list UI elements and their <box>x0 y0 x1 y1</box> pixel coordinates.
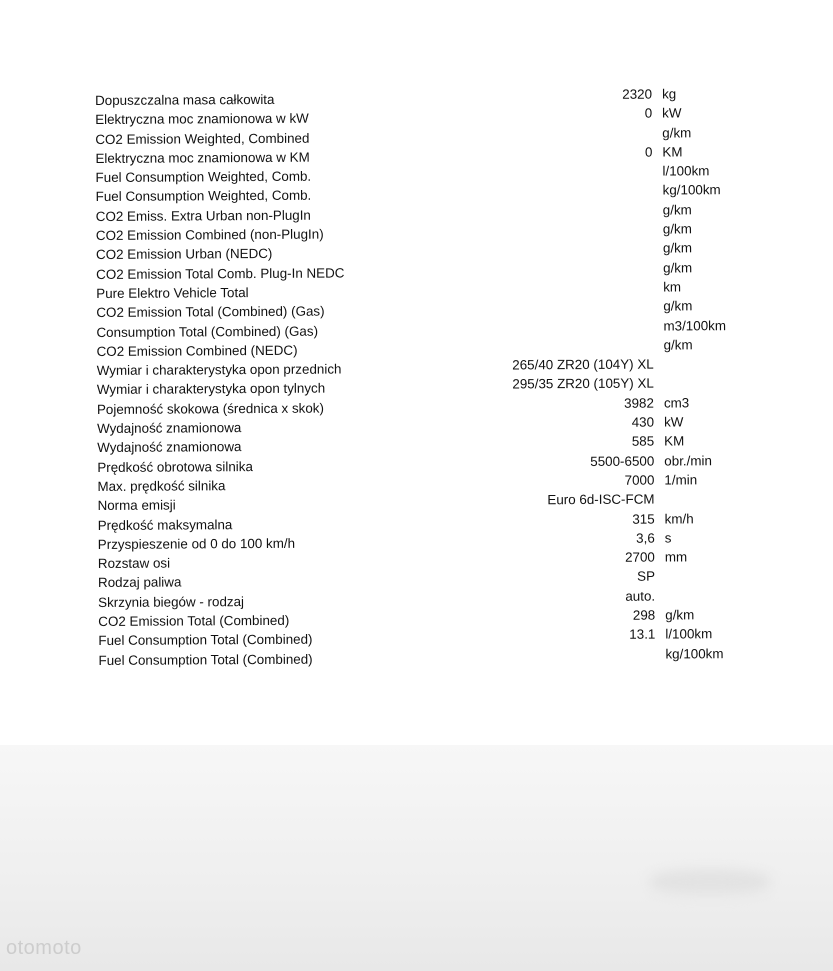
spec-unit: KM <box>662 144 683 160</box>
spec-unit: g/km <box>662 240 693 256</box>
spec-label: Norma emisji <box>97 497 176 514</box>
spec-value: 0 <box>644 144 653 160</box>
spec-value: 3,6 <box>636 530 655 546</box>
spec-label: Rodzaj paliwa <box>97 574 182 591</box>
spec-label: Pure Elektro Vehicle Total <box>96 285 249 301</box>
spec-label: Dopuszczalna masa całkowita <box>95 91 275 108</box>
spec-unit: g/km <box>663 260 693 276</box>
spec-label: CO2 Emission Combined (non-PlugIn) <box>95 226 324 244</box>
spec-value: 585 <box>631 433 655 450</box>
spec-unit: l/100km <box>665 626 713 642</box>
spec-value: 3982 <box>624 395 654 411</box>
spec-label: Wydajność znamionowa <box>97 420 242 437</box>
spec-label: Rozstaw osi <box>97 555 171 572</box>
spec-label: CO2 Emission Total (Combined) <box>98 612 290 630</box>
spec-label: Prędkość maksymalna <box>97 516 233 533</box>
spec-label: CO2 Emission Weighted, Combined <box>95 130 310 147</box>
spec-unit: g/km <box>663 337 693 353</box>
spec-unit: kg/100km <box>665 645 724 662</box>
spec-value: auto. <box>625 588 656 604</box>
spec-label: Fuel Consumption Weighted, Comb. <box>95 188 312 205</box>
spec-label: Pojemność skokowa (średnica x skok) <box>96 400 324 417</box>
spec-unit: kg <box>661 86 677 102</box>
spec-unit: 1/min <box>664 472 698 488</box>
spec-unit: KM <box>664 433 685 449</box>
spec-label: Przyspieszenie od 0 do 100 km/h <box>97 535 296 552</box>
spec-value: 265/40 ZR20 (104Y) XL <box>512 356 654 373</box>
spec-label: CO2 Emission Total Comb. Plug-In NEDC <box>96 265 345 282</box>
spec-value: Euro 6d-ISC-FCM <box>547 491 655 508</box>
spec-value: SP <box>637 569 656 585</box>
spec-label: Elektryczna moc znamionowa w kW <box>95 110 309 128</box>
spec-label: Fuel Consumption Total (Combined) <box>98 651 313 668</box>
watermark-logo: otomoto <box>6 937 82 959</box>
spec-value: 298 <box>632 607 656 623</box>
spec-label: Elektryczna moc znamionowa w KM <box>95 149 310 166</box>
spec-unit: kW <box>662 105 682 121</box>
spec-unit: g/km <box>662 202 692 218</box>
spec-unit: m3/100km <box>663 317 727 334</box>
spec-value: 13.1 <box>629 626 656 643</box>
spec-unit: l/100km <box>662 163 710 179</box>
spec-row <box>98 646 758 669</box>
spec-label: Wydajność znamionowa <box>97 439 242 456</box>
spec-unit: s <box>664 530 672 546</box>
spec-value: 7000 <box>624 472 655 488</box>
spec-label: Consumption Total (Combined) (Gas) <box>96 323 319 340</box>
spec-unit: km <box>663 279 682 295</box>
spec-label: CO2 Emission Total (Combined) (Gas) <box>96 303 325 321</box>
scan-smudge <box>650 870 770 894</box>
spec-value: 2320 <box>622 86 653 102</box>
spec-value: 295/35 ZR20 (105Y) XL <box>512 376 654 392</box>
spec-unit: g/km <box>663 298 693 314</box>
spec-label: CO2 Emission Combined (NEDC) <box>96 342 298 359</box>
scan-shadow-area <box>0 745 833 971</box>
spec-label: Prędkość obrotowa silnika <box>97 458 253 475</box>
spec-unit: obr./min <box>664 452 712 469</box>
spec-label: Wymiar i charakterystyka opon przednich <box>96 361 342 379</box>
spec-value: 2700 <box>625 549 655 565</box>
spec-value: 430 <box>631 414 655 430</box>
spec-unit: kg/100km <box>662 182 721 199</box>
spec-label: Skrzynia biegów - rodzaj <box>98 593 245 610</box>
spec-value: 315 <box>632 511 655 527</box>
spec-label: Fuel Consumption Weighted, Comb. <box>95 168 312 186</box>
spec-label: Max. prędkość silnika <box>97 478 226 494</box>
vehicle-specification-list <box>95 86 759 669</box>
spec-unit: g/km <box>662 221 692 237</box>
spec-unit: kW <box>663 414 684 430</box>
spec-unit: g/km <box>662 124 692 141</box>
spec-unit: km/h <box>664 510 694 527</box>
spec-label: Wymiar i charakterystyka opon tylnych <box>96 381 326 398</box>
spec-label: CO2 Emission Urban (NEDC) <box>95 246 273 263</box>
spec-value: 0 <box>644 105 653 121</box>
spec-value: 5500-6500 <box>590 453 655 469</box>
spec-label: CO2 Emiss. Extra Urban non-PlugIn <box>95 207 311 224</box>
spec-unit: mm <box>664 549 688 565</box>
spec-unit: g/km <box>665 607 695 623</box>
spec-label: Fuel Consumption Total (Combined) <box>98 631 313 649</box>
spec-unit: cm3 <box>663 395 690 411</box>
